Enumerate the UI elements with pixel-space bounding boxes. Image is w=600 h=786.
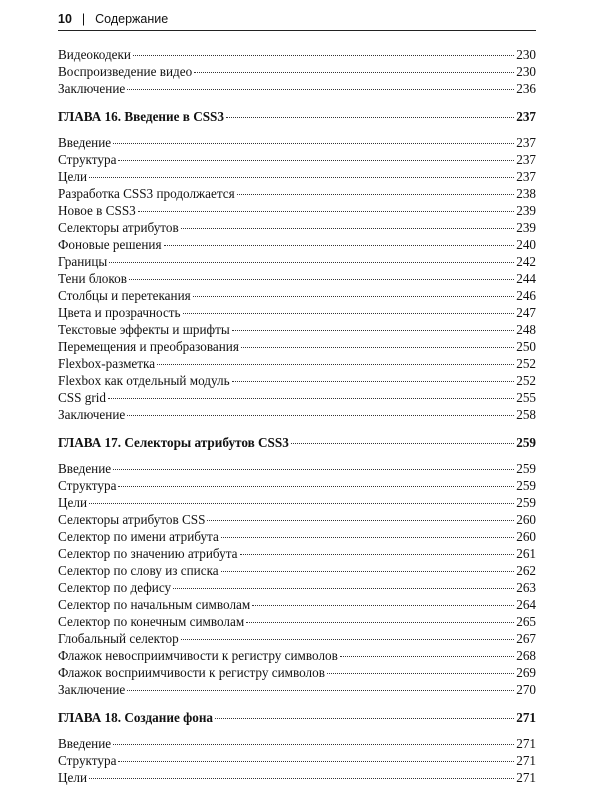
dot-leader xyxy=(207,520,514,521)
entry-title: Введение xyxy=(58,736,112,751)
entry-title: Введение xyxy=(58,135,112,150)
toc-entry xyxy=(58,494,536,511)
entry-title: Заключение xyxy=(58,81,126,96)
entry-title: Тени блоков xyxy=(58,271,127,286)
toc-entry xyxy=(58,630,536,647)
dot-leader xyxy=(340,656,514,657)
toc-entry xyxy=(58,168,536,185)
toc-entry xyxy=(58,664,536,681)
entry-page-number: 271 xyxy=(516,736,536,751)
entry-page-number: 261 xyxy=(516,546,536,561)
dot-leader xyxy=(157,364,514,365)
dot-leader xyxy=(241,347,514,348)
entry-title: Заключение xyxy=(58,407,126,422)
dot-leader xyxy=(221,571,515,572)
entry-title: Фоновые решения xyxy=(58,237,162,252)
entry-title: Flexbox как отдельный модуль xyxy=(58,373,230,388)
leading-entries xyxy=(58,46,536,97)
dot-leader xyxy=(127,89,514,90)
dot-leader xyxy=(181,639,515,640)
toc-entry xyxy=(58,63,536,80)
entry-title: Селектор по дефису xyxy=(58,580,172,595)
entry-page-number: 271 xyxy=(516,753,536,768)
dot-leader xyxy=(232,330,515,331)
entry-title: Введение xyxy=(58,461,112,476)
entry-page-number: 267 xyxy=(516,631,536,646)
entry-title: Заключение xyxy=(58,682,126,697)
dot-leader xyxy=(118,761,514,762)
entry-page-number: 230 xyxy=(516,64,536,79)
entry-page-number: 265 xyxy=(516,614,536,629)
toc-entry xyxy=(58,562,536,579)
dot-leader xyxy=(240,554,515,555)
entry-page-number: 240 xyxy=(516,237,536,252)
toc-entry xyxy=(58,321,536,338)
chapter-heading xyxy=(58,709,536,727)
toc-entry xyxy=(58,202,536,219)
toc-entry xyxy=(58,185,536,202)
toc-entry xyxy=(58,545,536,562)
toc-entry xyxy=(58,253,536,270)
dot-leader xyxy=(252,605,514,606)
entry-page-number: 270 xyxy=(516,682,536,697)
entry-page-number: 263 xyxy=(516,580,536,595)
dot-leader xyxy=(164,245,515,246)
entry-title: Разработка CSS3 продолжается xyxy=(58,186,235,201)
chapter-title: ГЛАВА 17. Селекторы атрибутов CSS3 xyxy=(58,435,289,450)
dot-leader xyxy=(89,177,514,178)
toc-entry xyxy=(58,769,536,786)
toc-entry xyxy=(58,236,536,253)
dot-leader xyxy=(246,622,514,623)
entry-page-number: 237 xyxy=(516,152,536,167)
toc-entry xyxy=(58,134,536,151)
entry-page-number: 230 xyxy=(516,47,536,62)
dot-leader xyxy=(113,469,514,470)
entry-page-number: 268 xyxy=(516,648,536,663)
dot-leader xyxy=(221,537,514,538)
entry-page-number: 260 xyxy=(516,512,536,527)
toc-entry xyxy=(58,219,536,236)
entry-title: Структура xyxy=(58,753,117,768)
entry-page-number: 248 xyxy=(516,322,536,337)
section-gap xyxy=(58,423,536,426)
entry-page-number: 259 xyxy=(516,478,536,493)
entry-page-number: 259 xyxy=(516,495,536,510)
dot-leader xyxy=(232,381,515,382)
entry-title: Текстовые эффекты и шрифты xyxy=(58,322,230,337)
header-separator: | xyxy=(81,12,86,26)
dot-leader xyxy=(118,160,514,161)
entry-page-number: 239 xyxy=(516,220,536,235)
dot-leader xyxy=(113,143,514,144)
entry-page-number: 237 xyxy=(516,169,536,184)
chapter-title: ГЛАВА 16. Введение в CSS3 xyxy=(58,109,224,124)
entry-page-number: 262 xyxy=(516,563,536,578)
entry-title: Флажок невосприимчивости к регистру символов xyxy=(58,648,338,663)
entry-title: Селектор по конечным символам xyxy=(58,614,245,629)
toc-entry xyxy=(58,355,536,372)
entry-title: Видеокодеки xyxy=(58,47,131,62)
section-gap xyxy=(58,97,536,100)
entry-page-number: 269 xyxy=(516,665,536,680)
dot-leader xyxy=(127,690,514,691)
entry-title: Flexbox-разметка xyxy=(58,356,156,371)
header-rule xyxy=(58,30,536,31)
entry-title: Столбцы и перетекания xyxy=(58,288,191,303)
dot-leader xyxy=(215,718,514,719)
chapter-heading xyxy=(58,434,536,452)
toc-entry xyxy=(58,287,536,304)
entry-page-number: 242 xyxy=(516,254,536,269)
entry-title: Селектор по имени атрибута xyxy=(58,529,219,544)
toc-entry xyxy=(58,752,536,769)
toc-entry xyxy=(58,389,536,406)
toc-entry xyxy=(58,477,536,494)
entry-title: Селекторы атрибутов xyxy=(58,220,179,235)
entry-title: Селектор по слову из списка xyxy=(58,563,219,578)
toc-entry xyxy=(58,406,536,423)
entry-title: Цели xyxy=(58,169,88,184)
dot-leader xyxy=(237,194,515,195)
entry-page-number: 246 xyxy=(516,288,536,303)
dot-leader xyxy=(194,72,514,73)
chapter-page-number: 259 xyxy=(516,435,536,450)
toc-entry xyxy=(58,528,536,545)
toc-entry xyxy=(58,80,536,97)
dot-leader xyxy=(118,486,514,487)
dot-leader xyxy=(193,296,515,297)
entry-title: Структура xyxy=(58,478,117,493)
toc-entry xyxy=(58,596,536,613)
entry-page-number: 244 xyxy=(516,271,536,286)
dot-leader xyxy=(138,211,514,212)
entry-page-number: 236 xyxy=(516,81,536,96)
entry-title: Селектор по начальным символам xyxy=(58,597,251,612)
toc-entry xyxy=(58,460,536,477)
toc-entry xyxy=(58,579,536,596)
entry-page-number: 252 xyxy=(516,373,536,388)
chapter-page-number: 271 xyxy=(516,710,536,725)
toc-entry xyxy=(58,735,536,752)
toc-entry xyxy=(58,270,536,287)
entry-title: Перемещения и преобразования xyxy=(58,339,239,354)
running-title: Содержание xyxy=(95,12,169,26)
entry-page-number: 258 xyxy=(516,407,536,422)
toc-entry xyxy=(58,511,536,528)
toc-entry xyxy=(58,151,536,168)
entry-page-number: 271 xyxy=(516,770,536,785)
entry-title: Селекторы атрибутов CSS xyxy=(58,512,206,527)
dot-leader xyxy=(327,673,514,674)
entry-title: CSS grid xyxy=(58,390,107,405)
entry-title: Селектор по значению атрибута xyxy=(58,546,238,561)
entry-title: Флажок восприимчивости к регистру символов xyxy=(58,665,325,680)
entry-page-number: 247 xyxy=(516,305,536,320)
dot-leader xyxy=(129,279,514,280)
dot-leader xyxy=(108,398,514,399)
toc-entry xyxy=(58,46,536,63)
dot-leader xyxy=(181,228,515,229)
entry-title: Воспроизведение видео xyxy=(58,64,193,79)
entry-page-number: 237 xyxy=(516,135,536,150)
dot-leader xyxy=(173,588,514,589)
chapters-list xyxy=(58,97,536,786)
entry-page-number: 259 xyxy=(516,461,536,476)
dot-leader xyxy=(127,415,514,416)
entry-title: Структура xyxy=(58,152,117,167)
entry-title: Цели xyxy=(58,770,88,785)
dot-leader xyxy=(113,744,514,745)
entry-page-number: 239 xyxy=(516,203,536,218)
entry-title: Новое в CSS3 xyxy=(58,203,136,218)
chapter-heading xyxy=(58,108,536,126)
dot-leader xyxy=(183,313,515,314)
dot-leader xyxy=(226,117,514,118)
entry-page-number: 255 xyxy=(516,390,536,405)
chapter-page-number: 237 xyxy=(516,109,536,124)
dot-leader xyxy=(89,503,514,504)
toc-entry xyxy=(58,372,536,389)
dot-leader xyxy=(89,778,514,779)
section-gap xyxy=(58,698,536,701)
entry-page-number: 238 xyxy=(516,186,536,201)
entry-title: Границы xyxy=(58,254,108,269)
running-header xyxy=(58,10,536,28)
entry-title: Цвета и прозрачность xyxy=(58,305,181,320)
entry-title: Глобальный селектор xyxy=(58,631,179,646)
entry-page-number: 260 xyxy=(516,529,536,544)
dot-leader xyxy=(109,262,514,263)
chapter-title: ГЛАВА 18. Создание фона xyxy=(58,710,214,725)
toc-entry xyxy=(58,647,536,664)
toc-entry xyxy=(58,613,536,630)
toc-entry xyxy=(58,681,536,698)
dot-leader xyxy=(133,55,514,56)
page-number: 10 xyxy=(58,12,72,26)
toc-entry xyxy=(58,304,536,321)
entry-page-number: 252 xyxy=(516,356,536,371)
entry-page-number: 250 xyxy=(516,339,536,354)
entry-title: Цели xyxy=(58,495,88,510)
dot-leader xyxy=(291,443,514,444)
toc-entry xyxy=(58,338,536,355)
entry-page-number: 264 xyxy=(516,597,536,612)
